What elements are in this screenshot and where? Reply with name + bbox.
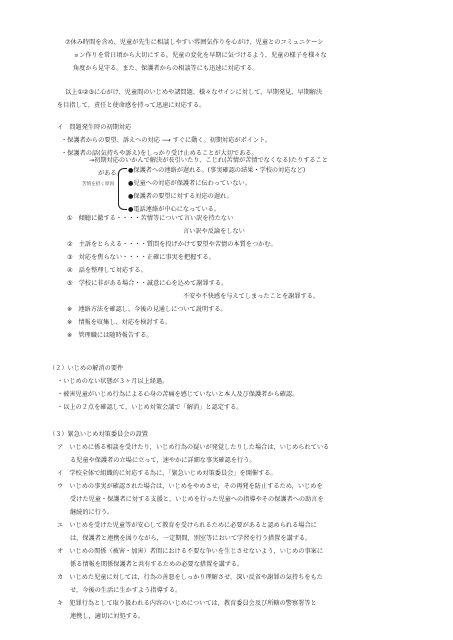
bullet-item: ●保護者への連絡が遅れる。(事実確認の結果・学校の対応など) [128,167,306,174]
text-line: ・いじめのない状態が３ヶ月以上経過。 [57,378,169,385]
numbered-item: ② 主訴をとらえる・・・・質問を投げかけて要望や苦情の本質をつかむ。 [67,241,277,248]
text-line: ・保護者からの要望、訴えへの対応 ⟶ すぐに動く。初期対応がポイント。 [61,137,271,144]
text-line: →初期対応のいかんで解決が長引いたり、こじれ(苦情が苦情でなくなる)たりすること [89,157,328,164]
text-line: 角度から見守る。また、保護者からの相談等にも迅速に対応する。 [73,65,259,72]
text-line: ⑦休み時間を含め、児童が先生に相談しやすい雰囲気作りを心がけ、児童とのコミュニケーシ [65,39,324,46]
text-line: 不安や不快感を与えてしまったことを謝罪する。 [183,293,320,300]
text-line: 受けた児童・保護者に対する支援と，いじめを行った児童への指導やその保護者への助言を [70,496,324,503]
text-line: せ，今後の生活に生かすよう指導する。 [70,587,182,594]
note-item: ※ 情報を収集し、対応を検討する。 [67,319,172,326]
section-heading: （３）緊急いじめ対策委員会の設置 [49,431,148,438]
text-line: イ 学校全体で組織的に対応する為に，「緊急いじめ対策委員会」を開催する。 [57,470,277,477]
numbered-item: ③ 対応を焦らない・・・・正確に事実を把握する。 [67,254,215,261]
text-line: 継続的に行う。 [70,509,114,516]
section-heading: （２）いじめの解消の要件 [49,365,124,372]
text-line: がある。 [98,170,123,177]
numbered-item: ① 傾聴に徹する・・・・苦情等について言い訳を持たない [67,215,234,222]
text-line: ョン作りを常日頃から大切にする。児童の変化を早期に気づけるよう、児童の様子を様々な [73,52,327,59]
numbered-item: ④ 話を整理して対応する。 [67,267,147,274]
bullet-item: ●電話連絡が中心になっている。 [128,206,221,213]
text-line: 以上①②③に心がけ、児童間のいじめや諸問題、様々なサインに対して、早期発見、早期解決 [65,89,323,96]
text-line: エ いじめを受けた児童等が安心して教育を受けられるために必要があると認められる場合に [57,522,317,529]
note-item: ※ 管理職には随時報告する。 [67,332,153,339]
text-line: ・被害児童がいじめ行為による心身の苦痛を感じていないと本人及び保護者から確認。 [57,391,299,398]
bracket [118,168,127,210]
note-item: ※ 連絡方法を確認し、今後の見通しについて説明する。 [67,306,227,313]
text-line: る児童や保護者の立場に立って，速やかに詳細な事実確認を行う。 [70,457,256,464]
text-line: ア いじめに係る相談を受けたり，いじめ行為の疑いが発覚したりした場合は，いじめられている [57,444,330,451]
text-line: オ いじめの関係（被害・加害）者間における不要な争いを生じさせないよう，いじめの事案に [57,548,324,555]
text-line: ・保護者の話(気持ちや訴え)をしっかり受け止めることが大切である。 [61,150,258,157]
numbered-item: ⑤ 学校に非がある場合・・誠意に心を込めて謝罪する。 [67,280,228,287]
text-line: 連携し，適切に対処する。 [70,613,145,620]
text-line: を目指して，責任と使命感を持って迅速に対応する。 [57,102,206,109]
text-line: ウ いじめの事実が確認された場合は，いじめをやめさせ，その再発を防止するため，いじめを [57,483,323,490]
text-line: 言い訳や反論をしない [183,228,245,235]
section-heading: イ 問題発生時の初期対応 [57,124,132,131]
text-line: 係る情報を関係保護者と共有するための必要な措置を講ずる。 [70,561,244,568]
bullet-item: ●児童への対応が保護者に伝わっていない。 [128,180,251,187]
text-line: キ 犯罪行為として取り扱われる内容のいじめについては，教育委員会及び所轄の警察署等と [57,600,317,607]
side-label: 苦情を招く原因 [82,182,115,187]
text-line: ・以上の２点を確認して、いじめ対策会議で「解消」と認定する。 [57,404,243,411]
text-line: は，保護者と連携を図りながら，一定期間，別室等において学習を行う措置を講ずる。 [70,535,312,542]
text-line: カ いじめた児童に対しては，行為の善悪をしっかり理解させ，深い反省や謝罪の気持ちをもた [57,574,323,581]
bullet-item: ●保護者の要望に対する対応の遅れ。 [128,193,233,200]
